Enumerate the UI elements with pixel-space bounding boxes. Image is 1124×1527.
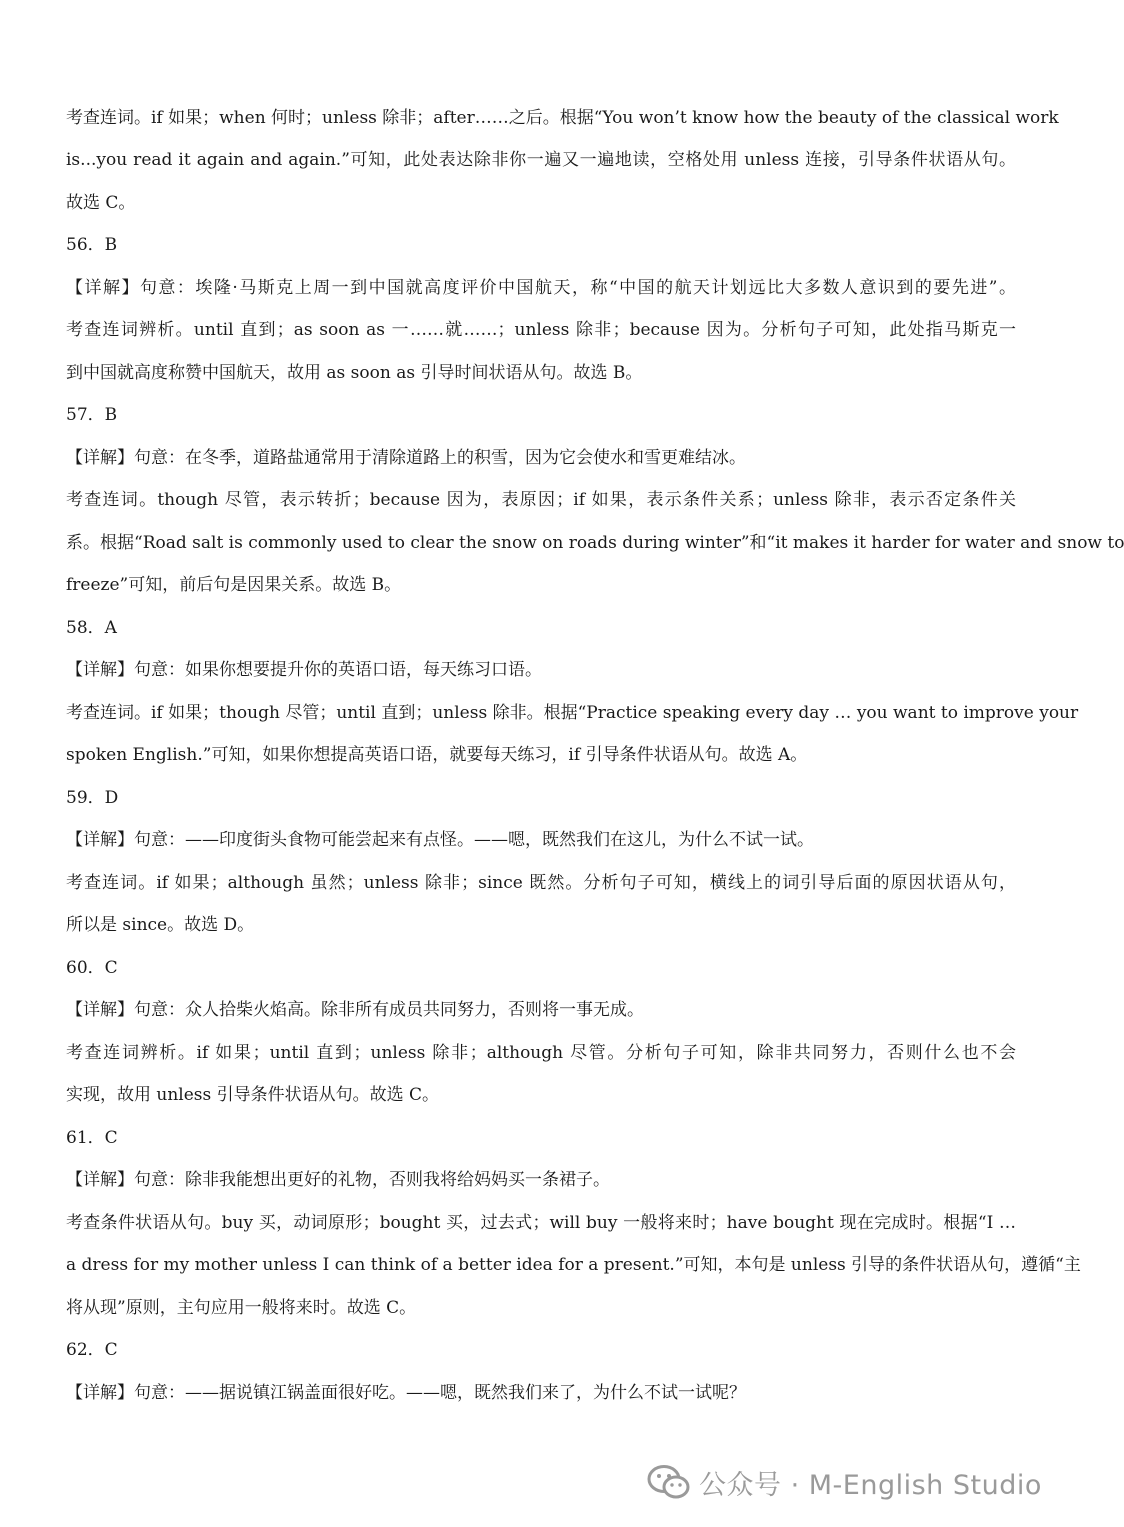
- question-number: 58．A: [66, 618, 117, 638]
- question-number: 61．C: [66, 1128, 118, 1148]
- text-line: 到中国就高度称赞中国航天，故用 as soon as 引导时间状语从句。故选 B。: [66, 363, 643, 383]
- watermark-text: 公众号 · M-English Studio: [699, 1469, 1042, 1501]
- watermark: [647, 1462, 1042, 1502]
- text-line: 【详解】句意：如果你想要提升你的英语口语，每天练习口语。: [66, 660, 542, 680]
- text-line: 考查连词。if 如果；though 尽管；until 直到；unless 除非。根据“Practice speaking every day … you want to improve your: [66, 703, 1079, 723]
- text-line: 将从现”原则，主句应用一般将来时。故选 C。: [66, 1298, 417, 1318]
- text-line: a dress for my mother unless I can think of a better idea for a present.”可知，本句是 unless 引导的条件状语从句，遵循“主: [66, 1255, 1081, 1275]
- text-line: spoken English.”可知，如果你想提高英语口语，就要每天练习，if 引导条件状语从句。故选 A。: [66, 745, 808, 765]
- text-line: 考查连词辨析。if 如果；until 直到；unless 除非；although 尽管。分析句子可知，除非共同努力，否则什么也不会: [66, 1043, 1016, 1063]
- text-line: 故选 C。: [66, 193, 136, 213]
- question-number: 57．B: [66, 405, 118, 425]
- text-line: 考查条件状语从句。buy 买，动词原形；bought 买，过去式；will buy 一般将来时；have bought 现在完成时。根据“I …: [66, 1213, 1016, 1233]
- text-line: 【详解】句意：埃隆·马斯克上周一到中国就高度评价中国航天，称“中国的航天计划远比大多数人意识到的要先进”。: [66, 278, 1016, 298]
- text-line: freeze”可知，前后句是因果关系。故选 B。: [66, 575, 402, 595]
- text-line: 考查连词。though 尽管，表示转折；because 因为，表原因；if 如果，表示条件关系；unless 除非，表示否定条件关: [66, 490, 1016, 510]
- text-line: is...you read it again and again.”可知，此处表达除非你一遍又一遍地读，空格处用 unless 连接，引导条件状语从句。: [66, 150, 1016, 170]
- text-line: 实现，故用 unless 引导条件状语从句。故选 C。: [66, 1085, 440, 1105]
- question-number: 60．C: [66, 958, 118, 978]
- text-line: 【详解】句意：众人拾柴火焰高。除非所有成员共同努力，否则将一事无成。: [66, 1000, 644, 1020]
- wechat-icon: [647, 1464, 691, 1500]
- question-number: 56．B: [66, 235, 118, 255]
- question-number: 62．C: [66, 1340, 118, 1360]
- text-line: 【详解】句意：除非我能想出更好的礼物，否则我将给妈妈买一条裙子。: [66, 1170, 610, 1190]
- question-number: 59．D: [66, 788, 119, 808]
- text-line: 考查连词。if 如果；although 虽然；unless 除非；since 既然。分析句子可知，横线上的词引导后面的原因状语从句，: [66, 873, 1016, 893]
- text-line: 【详解】句意：在冬季，道路盐通常用于清除道路上的积雪，因为它会使水和雪更难结冰。: [66, 448, 746, 468]
- text-line: 【详解】句意：——据说镇江锅盖面很好吃。——嗯，既然我们来了，为什么不试一试呢？: [66, 1383, 746, 1403]
- text-line: 系。根据“Road salt is commonly used to clear the snow on roads during winter”和“it makes it harder for water and snow to: [66, 533, 1124, 553]
- text-line: 【详解】句意：——印度街头食物可能尝起来有点怪。——嗯，既然我们在这儿，为什么不试一试。: [66, 830, 814, 850]
- text-line: 所以是 since。故选 D。: [66, 915, 255, 935]
- text-line: 考查连词。if 如果；when 何时；unless 除非；after……之后。根据“You won’t know how the beauty of the classical work: [66, 108, 1059, 128]
- text-line: 考查连词辨析。until 直到；as soon as 一……就……；unless 除非；because 因为。分析句子可知，此处指马斯克一: [66, 320, 1016, 340]
